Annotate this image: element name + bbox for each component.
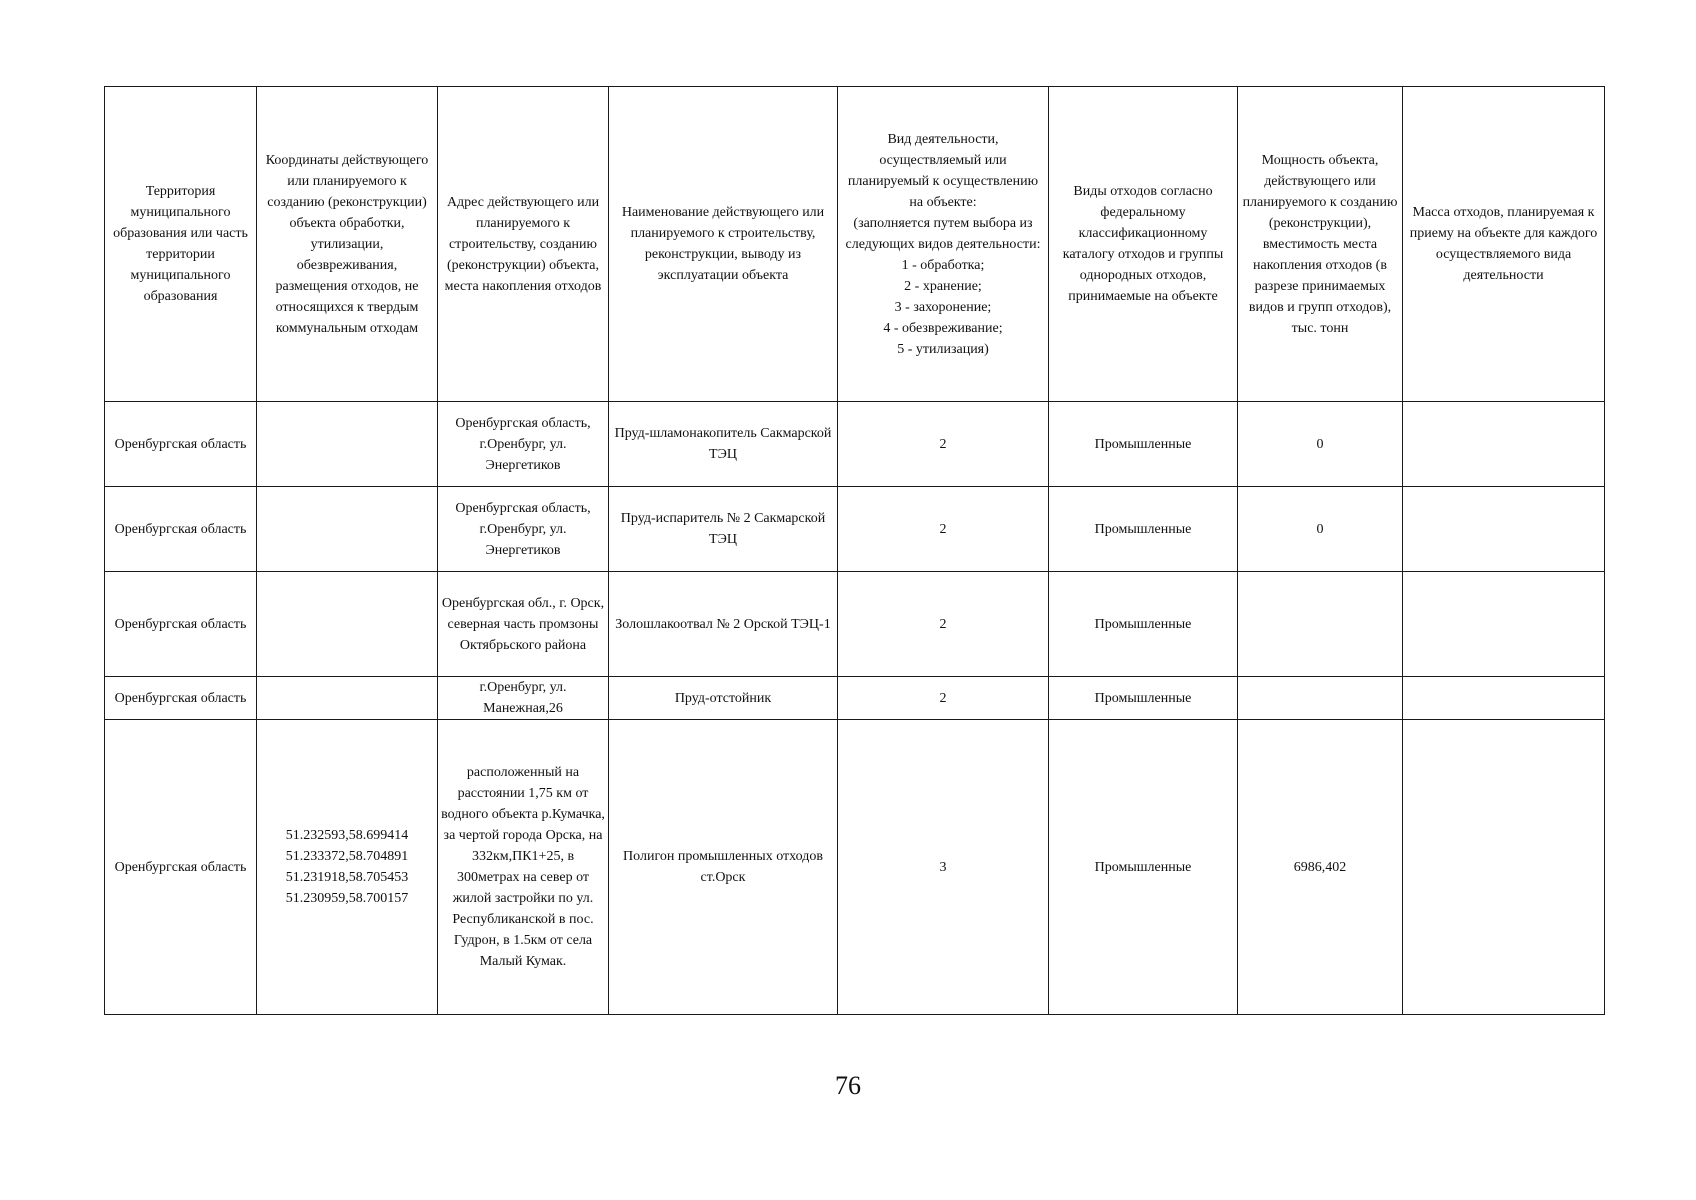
cell-capacity: 0 <box>1238 487 1403 572</box>
header-object-name: Наименование действующего или планируемого к строительству, реконструкции, выводу из эксплуатации объекта <box>609 87 838 402</box>
cell-territory: Оренбургская область <box>105 720 257 1015</box>
cell-address: Оренбургская обл., г. Орск, северная часть промзоны Октябрьского района <box>438 572 609 677</box>
cell-waste-type: Промышленные <box>1049 402 1238 487</box>
cell-object-name: Пруд-отстойник <box>609 677 838 720</box>
table-row <box>105 720 1605 1015</box>
cell-coordinates <box>257 402 438 487</box>
table-row <box>105 402 1605 487</box>
page-number: 76 <box>835 1071 861 1100</box>
cell-object-name: Пруд-шламонакопитель Сакмарской ТЭЦ <box>609 402 838 487</box>
cell-address: расположенный на расстоянии 1,75 км от водного объекта р.Кумачка, за чертой города Орска, на 332км,ПК1+25, в 300метрах на север от жилой застройки по ул. Республиканской в пос. Гудрон, в 1.5км от села Малый Кумак. <box>438 720 609 1015</box>
cell-coordinates: 51.232593,58.699414 51.233372,58.704891 51.231918,58.705453 51.230959,58.700157 <box>257 720 438 1015</box>
header-waste-types: Виды отходов согласно федеральному классификационному каталогу отходов и группы однородных отходов, принимаемые на объекте <box>1049 87 1238 402</box>
cell-capacity: 0 <box>1238 402 1403 487</box>
cell-object-name: Пруд-испаритель № 2 Сакмарской ТЭЦ <box>609 487 838 572</box>
cell-activity: 2 <box>838 572 1049 677</box>
cell-capacity: 6986,402 <box>1238 720 1403 1015</box>
table-header-row <box>105 87 1605 402</box>
header-activity-type: Вид деятельности, осуществляемый или планируемый к осуществлению на объекте: (заполняется путем выбора из следующих видов деятельности: 1 - обработка; 2 - хранение; 3 - захоронение; 4 - обезвреживание; 5 - утилизация) <box>838 87 1049 402</box>
cell-territory: Оренбургская область <box>105 402 257 487</box>
table-row <box>105 487 1605 572</box>
cell-activity: 2 <box>838 487 1049 572</box>
cell-activity: 2 <box>838 677 1049 720</box>
table-row <box>105 677 1605 720</box>
waste-facilities-table <box>104 86 1605 1015</box>
header-territory: Территория муниципального образования или часть территории муниципального образования <box>105 87 257 402</box>
cell-capacity <box>1238 572 1403 677</box>
header-coordinates: Координаты действующего или планируемого к созданию (реконструкции) объекта обработки, утилизации, обезвреживания, размещения отходов, не относящихся к твердым коммунальным отходам <box>257 87 438 402</box>
cell-coordinates <box>257 572 438 677</box>
cell-waste-type: Промышленные <box>1049 677 1238 720</box>
cell-address: Оренбургская область, г.Оренбург, ул. Энергетиков <box>438 487 609 572</box>
cell-mass <box>1403 487 1605 572</box>
cell-territory: Оренбургская область <box>105 572 257 677</box>
cell-mass <box>1403 402 1605 487</box>
cell-activity: 3 <box>838 720 1049 1015</box>
header-capacity: Мощность объекта, действующего или планируемого к созданию (реконструкции), вместимость места накопления отходов (в разрезе принимаемых видов и групп отходов), тыс. тонн <box>1238 87 1403 402</box>
cell-coordinates <box>257 487 438 572</box>
cell-activity: 2 <box>838 402 1049 487</box>
table-row <box>105 572 1605 677</box>
header-waste-mass: Масса отходов, планируемая к приему на объекте для каждого осуществляемого вида деятельности <box>1403 87 1605 402</box>
cell-waste-type: Промышленные <box>1049 487 1238 572</box>
cell-address: г.Оренбург, ул. Манежная,26 <box>438 677 609 720</box>
cell-mass <box>1403 572 1605 677</box>
cell-territory: Оренбургская область <box>105 677 257 720</box>
cell-address: Оренбургская область, г.Оренбург, ул. Энергетиков <box>438 402 609 487</box>
cell-coordinates <box>257 677 438 720</box>
cell-mass <box>1403 720 1605 1015</box>
header-address: Адрес действующего или планируемого к строительству, созданию (реконструкции) объекта, места накопления отходов <box>438 87 609 402</box>
cell-territory: Оренбургская область <box>105 487 257 572</box>
cell-mass <box>1403 677 1605 720</box>
cell-object-name: Золошлакоотвал № 2 Орской ТЭЦ-1 <box>609 572 838 677</box>
cell-object-name: Полигон промышленных отходов ст.Орск <box>609 720 838 1015</box>
cell-waste-type: Промышленные <box>1049 720 1238 1015</box>
cell-waste-type: Промышленные <box>1049 572 1238 677</box>
cell-capacity <box>1238 677 1403 720</box>
